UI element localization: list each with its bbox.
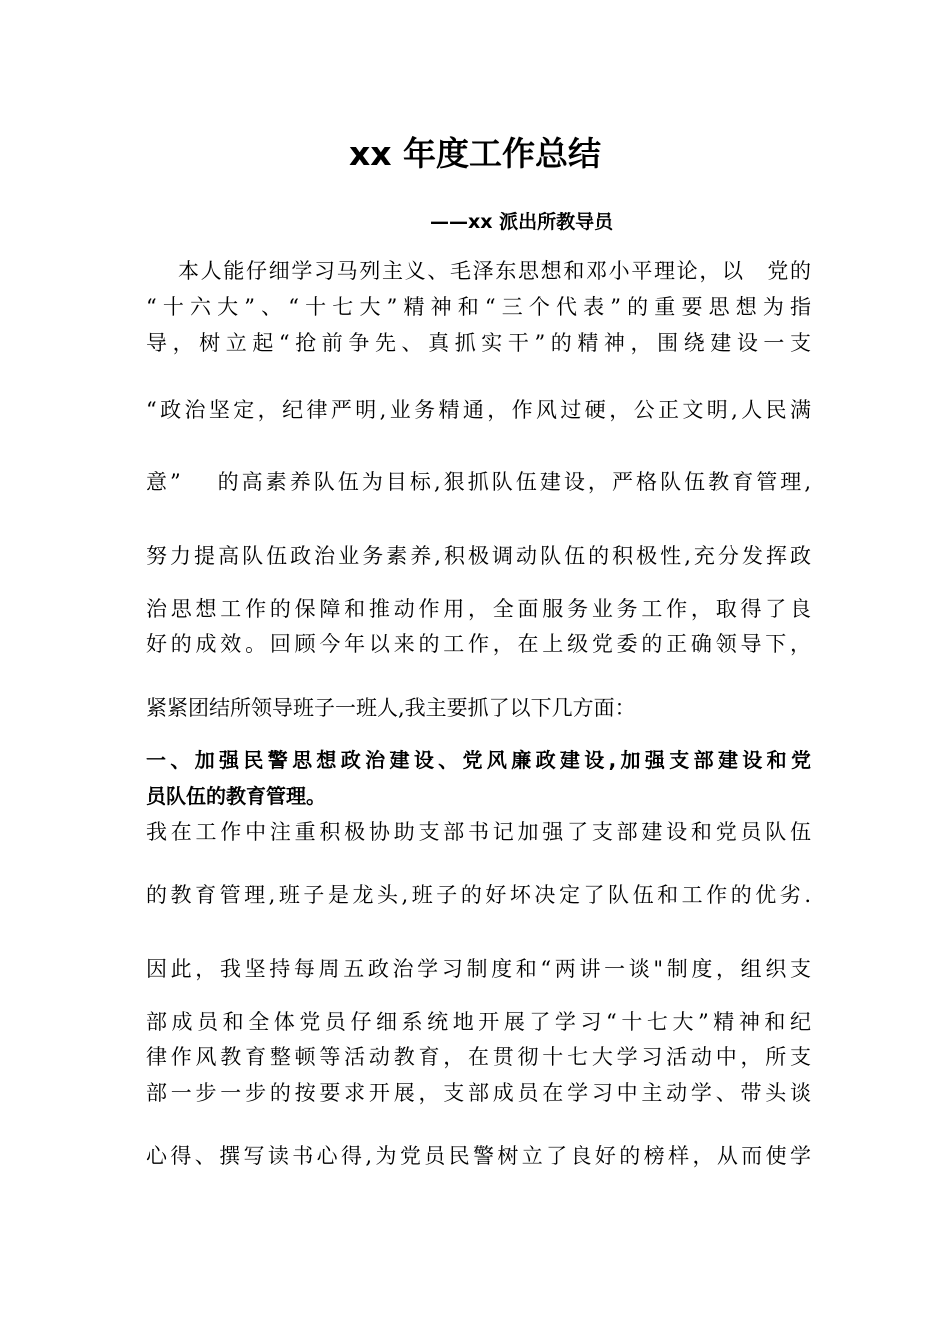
body-line: 部一步一步的按要求开展，支部成员在学习中主动学、带头谈 (146, 1081, 811, 1105)
intro-line: 努力提高队伍政治业务素养,积极调动队伍的积极性,充分发挥政 (146, 544, 811, 568)
intro-line: 紧紧团结所领导班子一班人,我主要抓了以下几方面： (146, 696, 636, 720)
intro-line: 治思想工作的保障和推动作用，全面服务业务工作，取得了良 (146, 597, 811, 621)
body-line: 因此，我坚持每周五政治学习制度和“两讲一谈"制度，组织支 (146, 957, 811, 981)
document-title: xx 年度工作总结 (348, 134, 602, 173)
body-line: 律作风教育整顿等活动教育，在贯彻十七大学习活动中，所支 (146, 1045, 811, 1069)
intro-line: 导，树立起“抢前争先、真抓实干”的精神，围绕建设一支 (146, 331, 811, 355)
body-line: 的教育管理,班子是龙头,班子的好坏决定了队伍和工作的优劣. (146, 883, 811, 907)
body-line: 心得、撰写读书心得,为党员民警树立了良好的榜样，从而使学 (146, 1144, 811, 1168)
body-line: 部成员和全体党员仔细系统地开展了学习“十七大”精神和纪 (146, 1010, 811, 1034)
intro-line: “政治坚定，纪律严明,业务精通，作风过硬，公正文明,人民满 (146, 398, 811, 422)
document-subtitle: ——xx 派出所教导员 (430, 211, 614, 233)
intro-line: 本人能仔细学习马列主义、毛泽东思想和邓小平理论，以 党的 (178, 259, 811, 283)
body-line: 我在工作中注重积极协助支部书记加强了支部建设和党员队伍 (146, 820, 811, 844)
section-heading: 一、加强民警思想政治建设、党风廉政建设,加强支部建设和党 (146, 748, 811, 772)
intro-line: 意” 的高素养队伍为目标,狠抓队伍建设，严格队伍教育管理, (146, 470, 811, 494)
section-heading: 员队伍的教育管理。 (146, 784, 326, 808)
intro-line: “十六大”、“十七大”精神和“三个代表”的重要思想为指 (146, 295, 811, 319)
intro-line: 好的成效。回顾今年以来的工作，在上级党委的正确领导下， (146, 632, 811, 656)
